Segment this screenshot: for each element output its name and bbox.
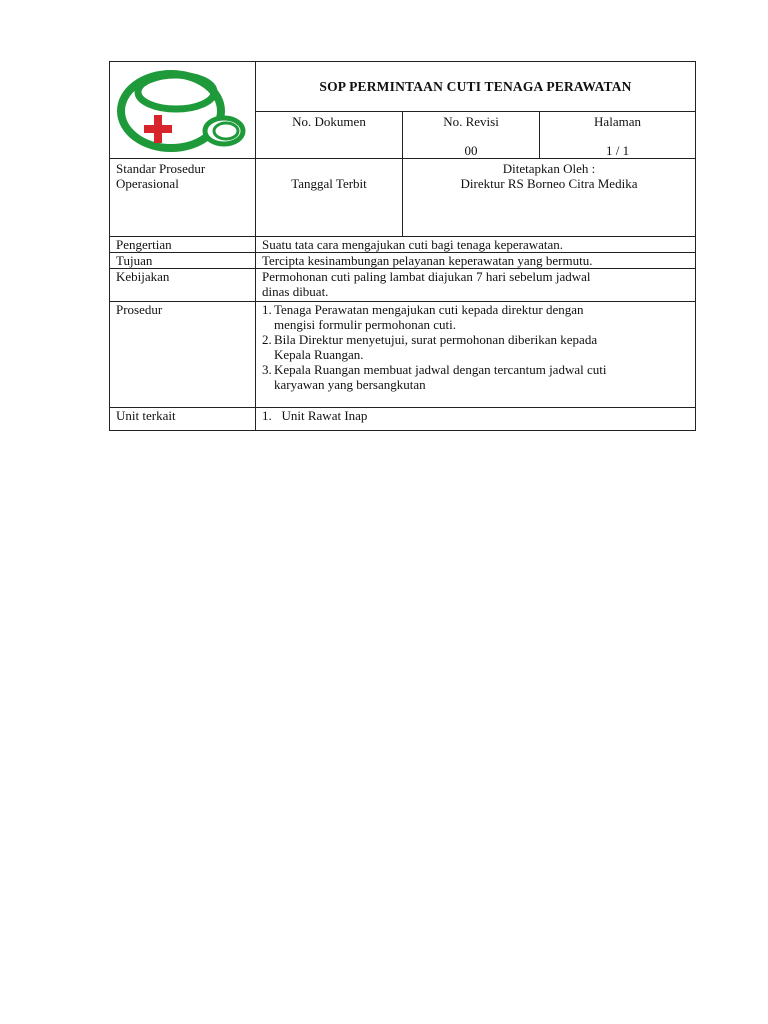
page-cell <box>540 112 696 159</box>
prosedur-step <box>262 302 689 332</box>
approved-by-value: Direktur RS Borneo Citra Medika <box>460 176 638 191</box>
prosedur-step <box>262 362 689 392</box>
step-number: 2. <box>262 332 272 347</box>
approved-by-label: Ditetapkan Oleh : <box>502 161 596 176</box>
issue-date-cell <box>256 159 403 237</box>
prosedur-list <box>262 302 689 392</box>
sop-label-line2: Operasional <box>116 176 179 191</box>
step-number: 1. <box>262 302 272 317</box>
prosedur-steps <box>256 302 696 408</box>
hospital-logo <box>114 65 250 157</box>
page-value: 1 / 1 <box>605 143 630 158</box>
pengertian-label: Pengertian <box>110 237 256 253</box>
revision-cell <box>403 112 540 159</box>
kebijakan-line1: Permohonan cuti paling lambat diajukan 7 hari sebelum jadwal <box>262 269 591 284</box>
sop-label-line1: Standar Prosedur <box>116 161 206 176</box>
step-text-line1: Kepala Ruangan membuat jadwal dengan tercantum jadwal cuti <box>274 362 607 377</box>
tujuan-text: Tercipta kesinambungan pelayanan keperawatan yang bermutu. <box>256 253 696 269</box>
step-text-line2: karyawan yang bersangkutan <box>274 377 426 392</box>
pengertian-text: Suatu tata cara mengajukan cuti bagi tenaga keperawatan. <box>256 237 696 253</box>
step-text-line2: Kepala Ruangan. <box>274 347 364 362</box>
doc-number-label: No. Dokumen <box>292 114 366 129</box>
sop-table <box>109 61 696 431</box>
approved-by-cell <box>403 159 696 237</box>
sop-label-cell <box>110 159 256 237</box>
hospital-logo-cell <box>110 62 256 159</box>
issue-date-label: Tanggal Terbit <box>291 176 367 191</box>
tujuan-label: Tujuan <box>110 253 256 269</box>
prosedur-label: Prosedur <box>110 302 256 408</box>
revision-value: 00 <box>464 143 478 158</box>
unit-cell <box>256 408 696 431</box>
step-text-line2: mengisi formulir permohonan cuti. <box>274 317 456 332</box>
page-label: Halaman <box>594 114 641 129</box>
step-text-line1: Tenaga Perawatan mengajukan cuti kepada direktur dengan <box>274 302 584 317</box>
document-title: SOP PERMINTAAN CUTI TENAGA PERAWATAN <box>256 62 696 112</box>
kebijakan-text <box>256 269 696 302</box>
step-text-line1: Bila Direktur menyetujui, surat permohonan diberikan kepada <box>274 332 598 347</box>
prosedur-step <box>262 332 689 362</box>
revision-label: No. Revisi <box>443 114 499 129</box>
unit-number: 1. <box>262 408 272 423</box>
unit-label: Unit terkait <box>110 408 256 431</box>
step-number: 3. <box>262 362 272 377</box>
kebijakan-line2: dinas dibuat. <box>262 284 329 299</box>
unit-text: Unit Rawat Inap <box>281 408 368 423</box>
doc-number-cell <box>256 112 403 159</box>
kebijakan-label: Kebijakan <box>110 269 256 302</box>
